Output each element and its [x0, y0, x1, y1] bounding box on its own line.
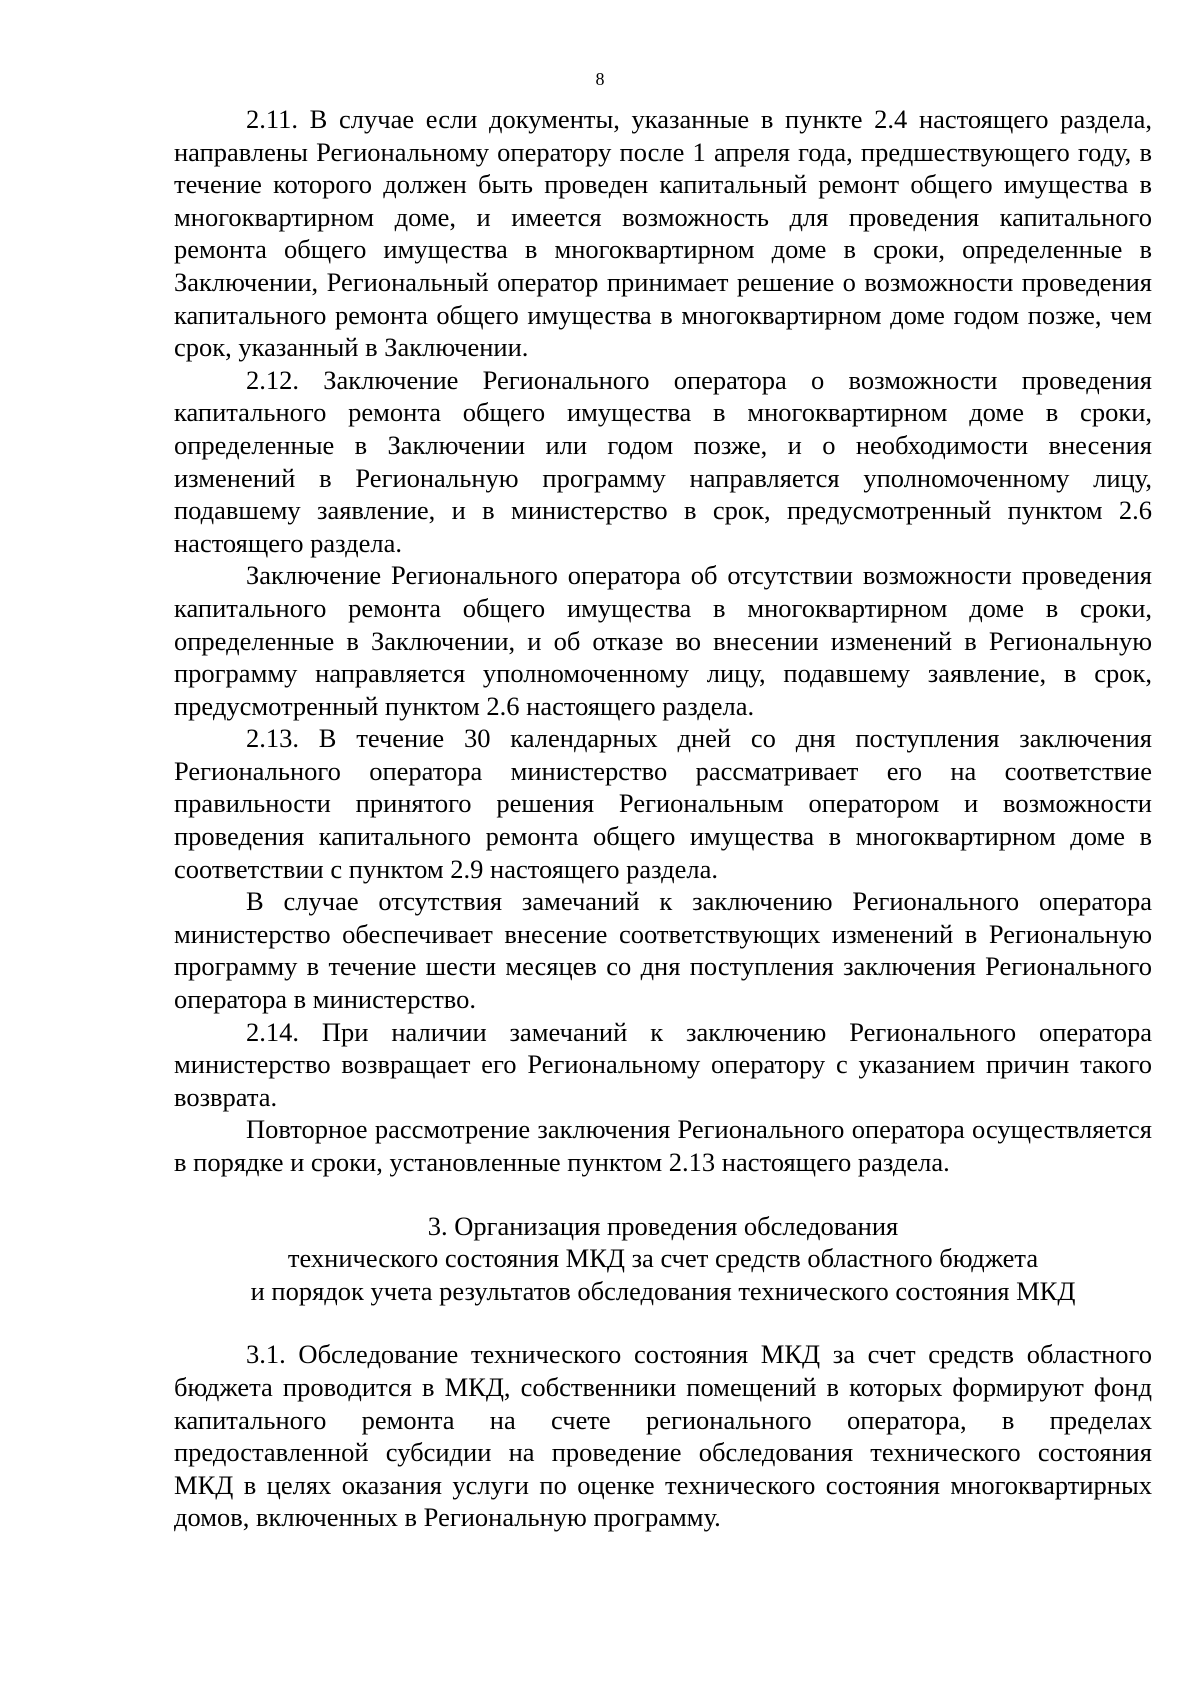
paragraph-2-12: 2.12. Заключение Регионального оператора о возможности проведения капитального ремонта общего имущества в многоквартирном доме в сроки, определенные в Заключении или годом позже, и о необходимости внесения изменений в Региональную программу направляется уполномоченному лицу, подавшему заявление, и в министерство в срок, предусмотренный пунктом 2.6 настоящего раздела.	[174, 364, 1152, 558]
paragraph-2-13: 2.13. В течение 30 календарных дней со дня поступления заключения Регионального оператора министерство рассматривает его на соответствие правильности принятого решения Региональным оператором и возможности проведения капитального ремонта общего имущества в многоквартирном доме в соответствии с пунктом 2.9 настоящего раздела.	[174, 723, 1152, 884]
section-heading-line-1: 3. Организация проведения обследования	[427, 1210, 899, 1241]
paragraph-3-1: 3.1. Обследование технического состояния МКД за счет средств областного бюджета проводится в МКД, собственники помещений в которых формируют фонд капитального ремонта на счете регионального оператора, в пределах предоставленной субсидии на проведение обследования технического состояния МКД в целях оказания услуги по оценке технического состояния многоквартирных домов, включенных в Региональную программу.	[174, 1339, 1152, 1533]
paragraph-2-13-no-remarks: В случае отсутствия замечаний к заключению Регионального оператора министерство обеспечивает внесение соответствующих изменений в Региональную программу в течение шести месяцев со дня поступления заключения Регионального оператора в министерство.	[174, 886, 1152, 1015]
section-heading-line-2: технического состояния МКД за счет средств областного бюджета	[287, 1243, 1039, 1274]
page-number: 8	[595, 69, 605, 89]
paragraph-2-11: 2.11. В случае если документы, указанные в пункте 2.4 настоящего раздела, направлены Региональному оператору после 1 апреля года, предшествующего году, в течение которого должен быть проведен капитальный ремонт общего имущества в многоквартирном доме, и имеется возможность для проведения капитального ремонта общего имущества в многоквартирном доме в сроки, определенные в Заключении, Региональный оператор принимает решение о возможности проведения капитального ремонта общего имущества в многоквартирном доме годом позже, чем срок, указанный в Заключении.	[174, 104, 1152, 363]
paragraph-2-14: 2.14. При наличии замечаний к заключению Регионального оператора министерство возвращает его Региональному оператору с указанием причин такого возврата.	[174, 1016, 1152, 1112]
document-body	[174, 103, 1152, 1534]
section-heading-line-3: и порядок учета результатов обследования технического состояния МКД	[250, 1275, 1076, 1306]
section-3-heading	[174, 1210, 1152, 1308]
paragraph-2-12-refusal: Заключение Регионального оператора об отсутствии возможности проведения капитального ремонта общего имущества в многоквартирном доме в сроки, определенные в Заключении, и об отказе во внесении изменений в Региональную программу направляется уполномоченному лицу, подавшему заявление, в срок, предусмотренный пунктом 2.6 настоящего раздела.	[174, 560, 1152, 721]
paragraph-2-14-repeat-review: Повторное рассмотрение заключения Регионального оператора осуществляется в порядке и сроки, установленные пунктом 2.13 настоящего раздела.	[174, 1114, 1152, 1177]
